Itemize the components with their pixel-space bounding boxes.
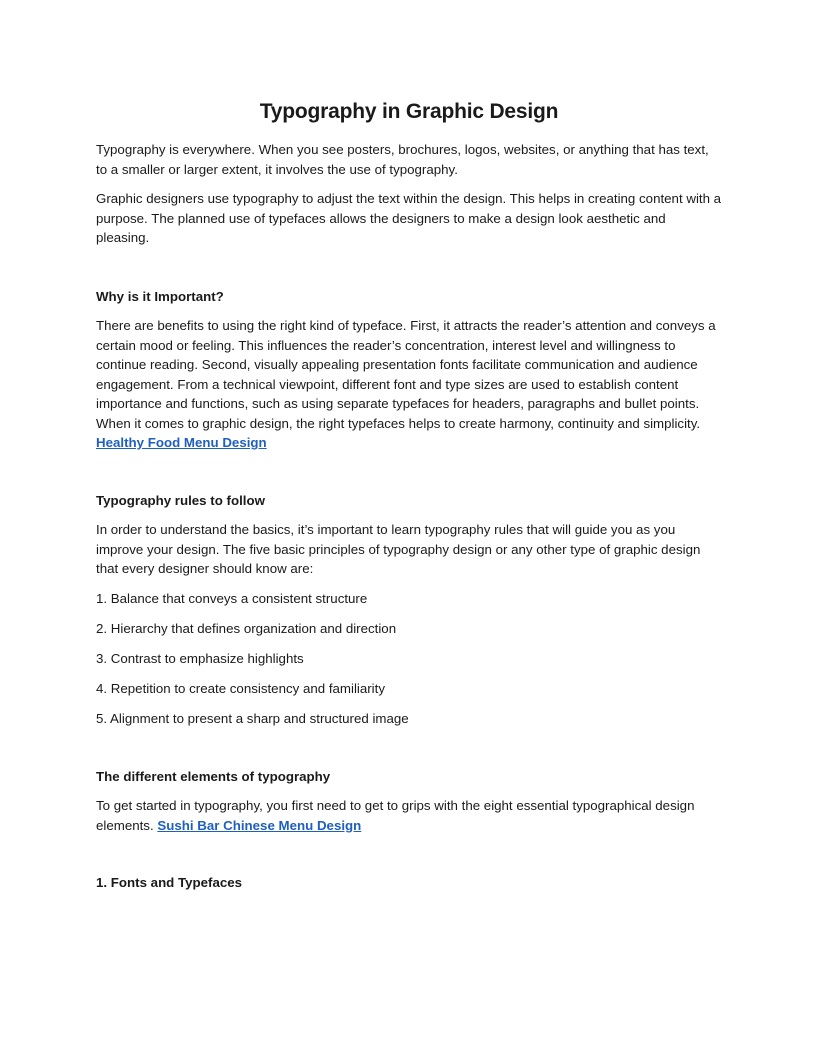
why-important-paragraph xyxy=(96,316,722,453)
sushi-bar-menu-link[interactable]: Sushi Bar Chinese Menu Design xyxy=(157,817,362,833)
why-important-heading: Why is it Important? xyxy=(96,288,224,304)
intro-paragraph-2: Graphic designers use typography to adjust the text within the design. This helps in creating content with a purpose. The planned use of typefaces allows the designers to make a design look aesthetic and pleasing. xyxy=(96,191,722,245)
elements-paragraph xyxy=(96,796,722,835)
why-important-text: There are benefits to using the right kind of typeface. First, it attracts the reader’s attention and conveys a certain mood or feeling. This influences the reader’s concentration, interest level and willingness to continue reading. Second, visually appealing presentation fonts facilitate communication and audience engagement. From a technical viewpoint, different font and type sizes are used to establish content importance and functions, such as using separate typefaces for headers, paragraphs and bullet points. When it comes to graphic design, the right typefaces helps to create harmony, continuity and simplicity. xyxy=(96,318,716,431)
rule-list-item: 3. Contrast to emphasize highlights xyxy=(96,650,304,666)
rule-list-item: 4. Repetition to create consistency and familiarity xyxy=(96,680,385,696)
rule-list-item: 1. Balance that conveys a consistent structure xyxy=(96,590,368,606)
intro-paragraph-1: Typography is everywhere. When you see posters, brochures, logos, websites, or anything that has text, to a smaller or larger extent, it involves the use of typography. xyxy=(96,142,709,177)
elements-heading: The different elements of typography xyxy=(96,768,331,784)
page-title: Typography in Graphic Design xyxy=(259,100,559,123)
fonts-typefaces-heading: 1. Fonts and Typefaces xyxy=(96,875,243,890)
document-page xyxy=(96,98,722,903)
rule-list-item: 5. Alignment to present a sharp and structured image xyxy=(96,710,409,726)
typography-rules-heading: Typography rules to follow xyxy=(96,492,265,508)
elements-text: To get started in typography, you first need to get to grips with the eight essential typographical design elements. xyxy=(96,798,695,833)
typography-rules-paragraph: In order to understand the basics, it’s important to learn typography rules that will guide you as you improve your design. The five basic principles of typography design or any other type of graphic design that every designer should know are: xyxy=(96,522,701,576)
rule-list-item: 2. Hierarchy that defines organization and direction xyxy=(96,620,397,636)
healthy-food-menu-link[interactable]: Healthy Food Menu Design xyxy=(96,435,267,450)
